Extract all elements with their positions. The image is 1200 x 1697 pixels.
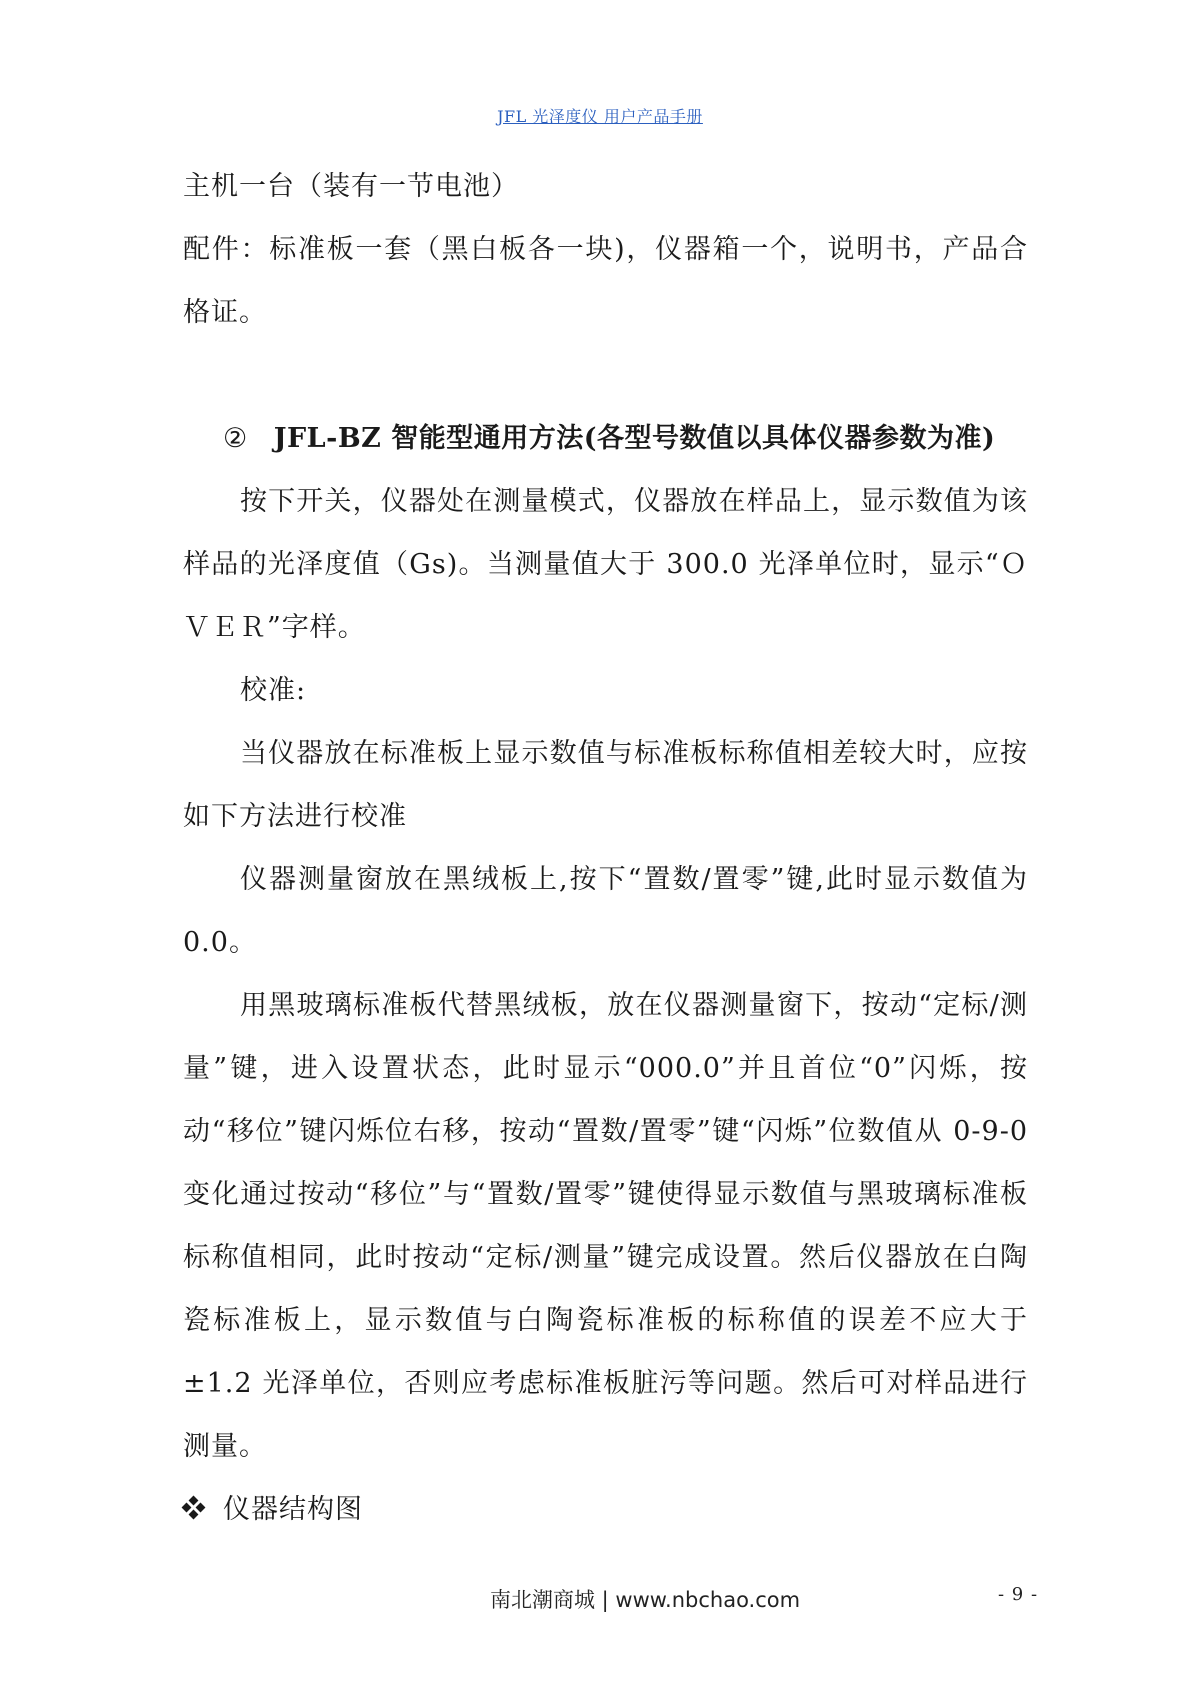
- body-text: [183, 155, 1028, 1541]
- diamond-bullet-icon: [183, 1497, 205, 1519]
- running-header[interactable]: JFL 光泽度仪 用户产品手册: [497, 107, 703, 126]
- spacer: [183, 344, 1028, 407]
- section-number: ②: [223, 423, 248, 454]
- section-title: JFL-BZ 智能型通用方法(各型号数值以具体仪器参数为准): [273, 423, 996, 454]
- footer-site[interactable]: 南北潮商城 | www.nbchao.com: [490, 1588, 801, 1612]
- paragraph-zero-setting: 仪器测量窗放在黑绒板上,按下“置数/置零”键,此时显示数值为 0.0。: [183, 864, 1028, 958]
- paragraph-calibration-steps: 用黑玻璃标准板代替黑绒板，放在仪器测量窗下，按动“定标/测量”键，进入设置状态，此时显示“000.0”并且首位“0”闪烁，按动“移位”键闪烁位右移，按动“置数/置零”键“闪烁”位数值从 0-9-0 变化通过按动“移位”与“置数/置零”键使得显示数值与黑玻璃标准板标称值相同，此时按动“定标/测量”键完成设置。然后仪器放在白陶瓷标准板上，显示数值与白陶瓷标准板的标称值的误差不应大于±1.2 光泽单位，否则应考虑标准板脏污等问题。然后可对样品进行测量。: [183, 990, 1028, 1462]
- paragraph-calibration-intro: 当仪器放在标准板上显示数值与标准板标称值相差较大时，应按如下方法进行校准: [183, 738, 1028, 832]
- section-heading: [183, 407, 1028, 470]
- bullet-structure-diagram: [183, 1478, 1028, 1541]
- paragraph-measure-mode: 按下开关，仪器处在测量模式，仪器放在样品上，显示数值为该样品的光泽度值（Gs)。当测量值大于 300.0 光泽单位时，显示“ＯＶＥＲ”字样。: [183, 486, 1028, 643]
- bullet-label: 仪器结构图: [223, 1494, 363, 1525]
- paragraph-calibration-label: 校准:: [240, 675, 307, 706]
- paragraph-host-unit: 主机一台（装有一节电池）: [183, 171, 519, 202]
- paragraph-accessories: 配件：标准板一套（黑白板各一块)，仪器箱一个，说明书，产品合格证。: [183, 234, 1028, 328]
- page-number: - 9 -: [998, 1584, 1039, 1605]
